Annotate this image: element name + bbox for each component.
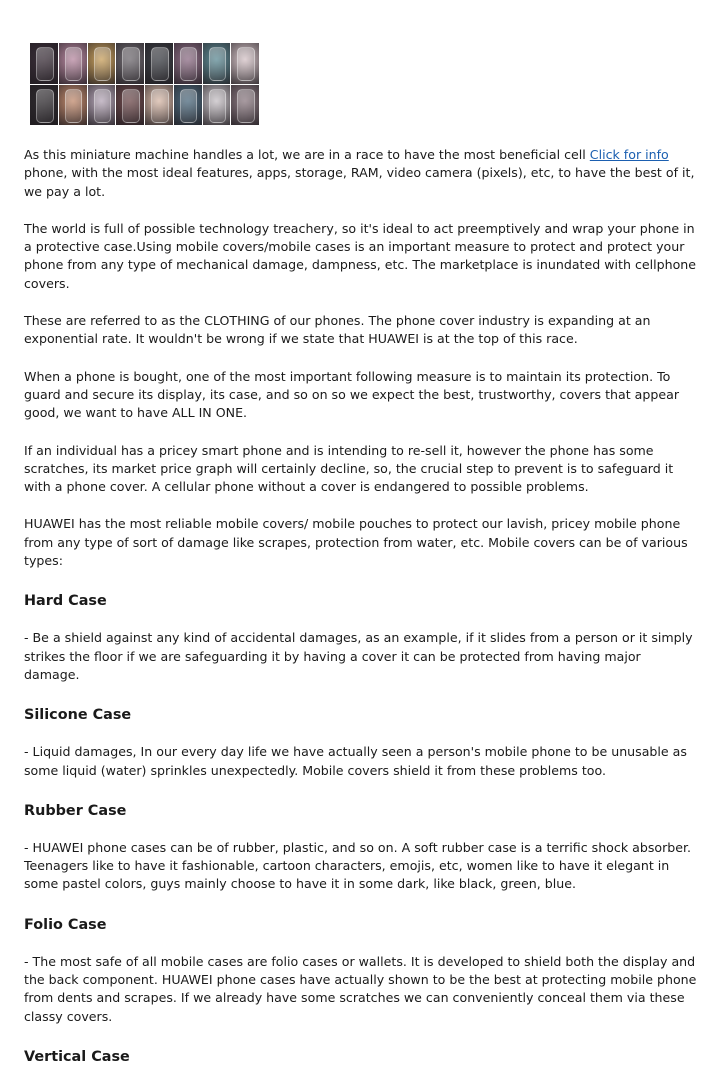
heading-silicone-case: Silicone Case <box>24 707 132 724</box>
phone-case-photo-tile <box>116 43 144 84</box>
phone-case-photo-tile <box>231 85 259 126</box>
heading-folio-case: Folio Case <box>24 916 107 933</box>
phone-case-photo-tile <box>145 85 173 126</box>
heading-vertical-case: Vertical Case <box>24 1048 130 1065</box>
paragraph-protection-measure: When a phone is bought, one of the most important following measure is to maintain its protection. To guard and secure its display, its case, and so on so we expect the best, trustworthy, covers that appear good, we want to have ALL IN ONE. <box>24 368 680 421</box>
phone-case-photo-tile <box>145 43 173 84</box>
phone-case-photo-tile <box>203 43 231 84</box>
intro-paragraph <box>24 146 700 201</box>
phone-case-photo-tile <box>59 85 87 126</box>
phone-case-photo-tile <box>30 43 58 84</box>
paragraph-technology-treachery: The world is full of possible technology treachery, so it's ideal to act preemptively and wrap your phone in a protective case.Using mobile covers/mobile cases is an important measure to protect and protect your phone from any type of mechanical damage, dampness, etc. The marketplace is inundated with cellphone covers. <box>24 220 697 291</box>
phone-case-photo-tile <box>88 85 116 126</box>
phone-case-photo-tile <box>88 43 116 84</box>
phone-case-photo-tile <box>174 43 202 84</box>
paragraph-rubber-case: - HUAWEI phone cases can be of rubber, plastic, and so on. A soft rubber case is a terrific shock absorber. Teenagers like to have it fashionable, cartoon characters, emojis, etc, women like to have it elegant in some pastel colors, guys mainly choose to have it in some dark, like black, green, blue. <box>24 839 692 892</box>
article-body <box>24 146 700 1085</box>
phone-case-photo-tile <box>174 85 202 126</box>
paragraph-hard-case: - Be a shield against any kind of accidental damages, as an example, if it slides from a person or it simply strikes the floor if we are safeguarding it by having a cover it can be protected from having major damage. <box>24 630 693 682</box>
click-for-info-link[interactable]: Click for info <box>589 147 669 162</box>
paragraph-clothing-of-phones: These are referred to as the CLOTHING of our phones. The phone cover industry is expanding at an exponential rate. It wouldn't be wrong if we state that HUAWEI is at the top of this race. <box>24 313 651 347</box>
phone-case-photo-tile <box>116 85 144 126</box>
paragraph-resale-value: If an individual has a pricey smart phone and is intending to re-sell it, however the phone has some scratches, its market price graph will certainly decline, so, the crucial step to prevent is to safeguard it with a phone cover. A cellular phone without a cover is endangered to possible problems. <box>24 442 674 495</box>
phone-case-photo-tile <box>59 43 87 84</box>
phone-case-photo-tile <box>203 85 231 126</box>
heading-rubber-case: Rubber Case <box>24 802 127 819</box>
phone-case-photo-tile <box>231 43 259 84</box>
phone-cases-collage-image <box>30 43 259 125</box>
intro-text-before-link: As this miniature machine handles a lot, we are in a race to have the most beneficial cell <box>24 147 590 162</box>
paragraph-silicone-case: - Liquid damages, In our every day life we have actually seen a person's mobile phone to be unusable as some liquid (water) sprinkles unexpectedly. Mobile covers shield it from these problems too. <box>24 744 687 778</box>
phone-case-photo-tile <box>30 85 58 126</box>
heading-hard-case: Hard Case <box>24 593 107 610</box>
intro-text-after-link: phone, with the most ideal features, apps, storage, RAM, video camera (pixels), etc, to have the best of it, we pay a lot. <box>24 165 695 199</box>
paragraph-case-types-intro: HUAWEI has the most reliable mobile covers/ mobile pouches to protect our lavish, pricey mobile phone from any type of sort of damage like scrapes, protection from water, etc. Mobile covers can be of various types: <box>24 516 688 569</box>
paragraph-folio-case: - The most safe of all mobile cases are folio cases or wallets. It is developed to shield both the display and the back component. HUAWEI phone cases have actually shown to be the best at protecting mobile phone from dents and scrapes. If we already have some scratches we can conveniently conceal them via these classy covers. <box>24 953 697 1024</box>
